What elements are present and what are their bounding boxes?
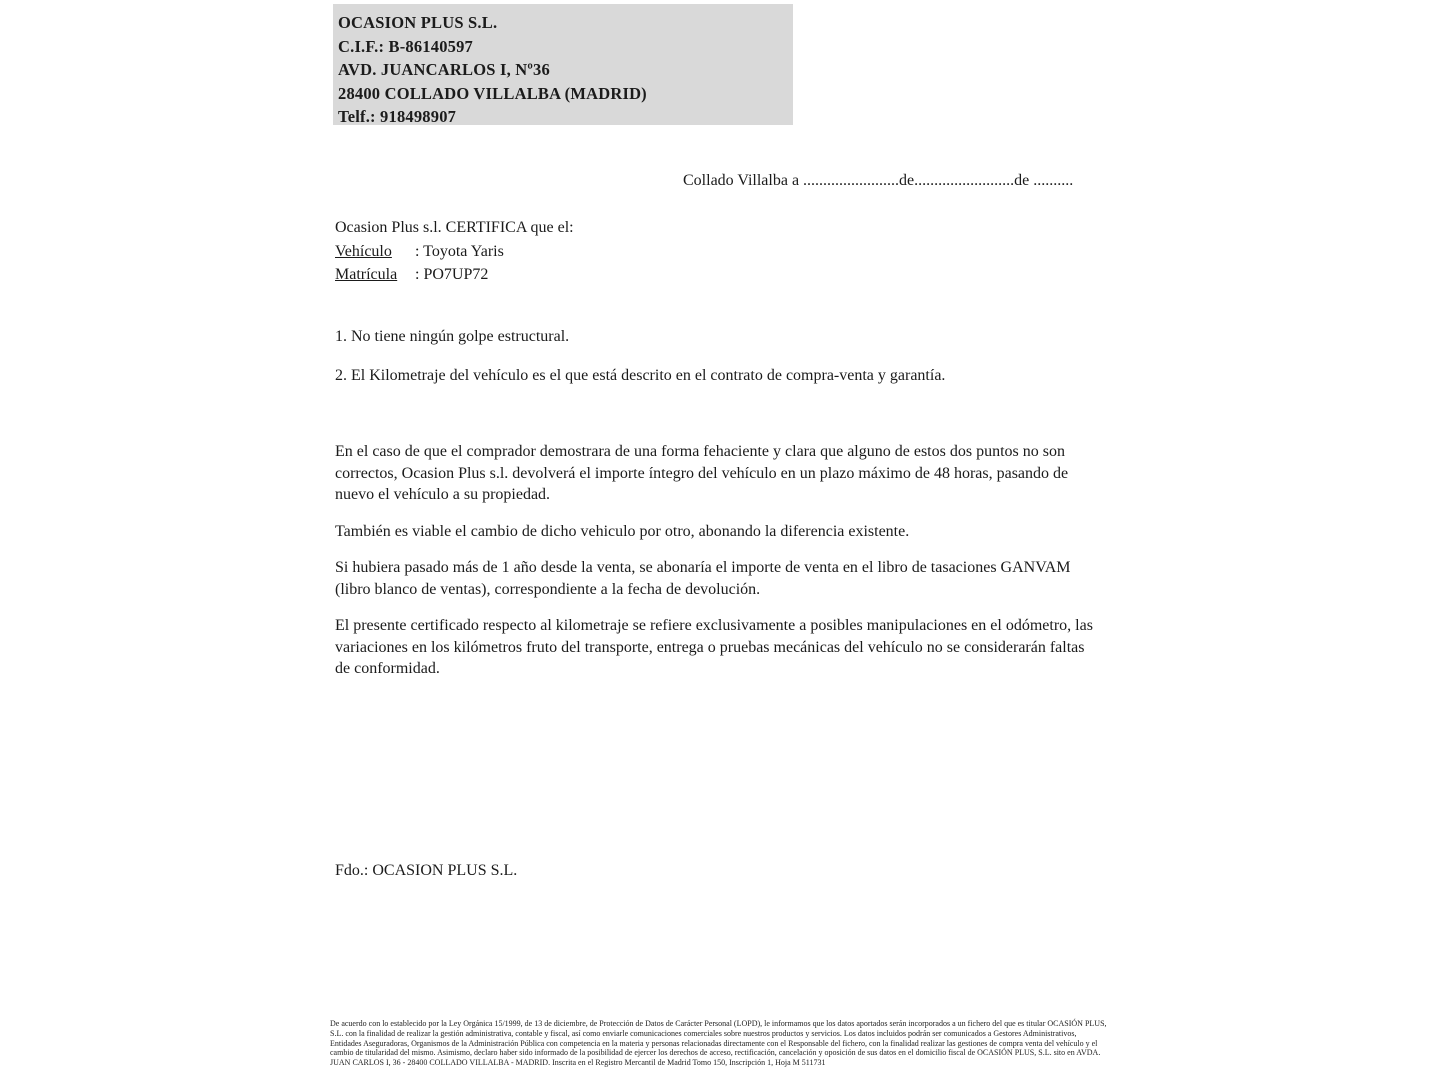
paragraph-ganvam: Si hubiera pasado más de 1 año desde la venta, se abonaría el importe de venta en el libro de tasaciones GANVAM (libro blanco de ventas), correspondiente a la fecha de devolución. bbox=[335, 559, 1071, 598]
company-name: OCASION PLUS S.L. bbox=[338, 13, 498, 32]
paragraph-exchange: También es viable el cambio de dicho vehiculo por otro, abonando la diferencia existente. bbox=[335, 522, 910, 540]
company-cif: C.I.F.: B-86140597 bbox=[338, 36, 473, 56]
signature-line: Fdo.: OCASION PLUS S.L. bbox=[335, 862, 518, 879]
vehicle-row bbox=[335, 240, 755, 264]
legal-line-rights: Asimismo, declaro haber sido informado de la posibilidad de ejercer los derechos de acceso, rectificación, cancelación y oposición de sus datos en el domicilio fiscal de OCASIÓN PLUS, S.L. sito en AVDA. JUAN CARLOS I, 36 - 28400 COLLADO VILLALBA - MADRID. Inscrita en el Registro Mercantil de Madrid Tomo 150, Inscripción 1, Hoja M 511731 bbox=[330, 1048, 1101, 1068]
company-phone: Telf.: 918498907 bbox=[338, 107, 457, 126]
certify-intro: Ocasion Plus s.l. CERTIFICA que el: bbox=[335, 219, 574, 236]
point-2: 2. El Kilometraje del vehículo es el que está descrito en el contrato de compra-venta y garantía. bbox=[335, 366, 946, 384]
company-city: 28400 COLLADO VILLALBA (MADRID) bbox=[338, 83, 647, 103]
vehicle-label: Vehículo bbox=[335, 242, 392, 260]
company-letterhead-box bbox=[333, 4, 793, 125]
date-line: Collado Villalba a ........................de.........................de .......... bbox=[683, 172, 1074, 189]
plate-row bbox=[335, 263, 755, 287]
certification-block bbox=[335, 216, 755, 287]
point-1: 1. No tiene ningún golpe estructural. bbox=[335, 328, 570, 345]
vehicle-value: : Toyota Yaris bbox=[415, 242, 504, 260]
plate-value: : PO7UP72 bbox=[415, 266, 489, 283]
plate-label: Matrícula bbox=[335, 266, 398, 283]
paragraph-odometer: El presente certificado respecto al kilometraje se refiere exclusivamente a posibles manipulaciones en el odómetro, las variaciones en los kilómetros fruto del transporte, entrega o pruebas mecánicas del vehículo no se considerarán faltas de conformidad. bbox=[335, 617, 1093, 677]
body-paragraphs bbox=[335, 441, 1103, 680]
legal-footer bbox=[330, 1019, 1108, 1068]
paragraph-refund: En el caso de que el comprador demostrara de una forma fehaciente y clara que alguno de estos dos puntos no son correctos, Ocasion Plus s.l. devolverá el importe íntegro del vehículo en un plazo máximo de 48 horas, pasando de nuevo el vehículo a su propiedad. bbox=[335, 443, 1069, 503]
numbered-points bbox=[335, 326, 1105, 386]
legal-line-data-sharing: Los datos incluidos podrán ser comunicados a Gestores Administrativos, Entidades Aseguradoras, Organismos de la Administración Pública con competencia en la materia y personas relacionadas directamente con el Responsable del fichero, con la finalidad realizar las gestiones de compra venta del vehículo y el cambio de titularidad del mismo. bbox=[330, 1028, 1098, 1058]
legal-line-lopd: De acuerdo con lo establecido por la Ley Orgánica 15/1999, de 13 de diciembre, de Protección de Datos de Carácter Personal (LOPD), le informamos que los datos aportados serán incorporados a un fichero del que es titular OCASIÓN PLUS, S.L. con la finalidad de realizar la gestión administrativa, contable y fiscal, así como enviarle comunicaciones comerciales sobre nuestros productos y servicios. bbox=[330, 1019, 1107, 1038]
company-address: AVD. JUANCARLOS I, Nº36 bbox=[338, 60, 550, 79]
